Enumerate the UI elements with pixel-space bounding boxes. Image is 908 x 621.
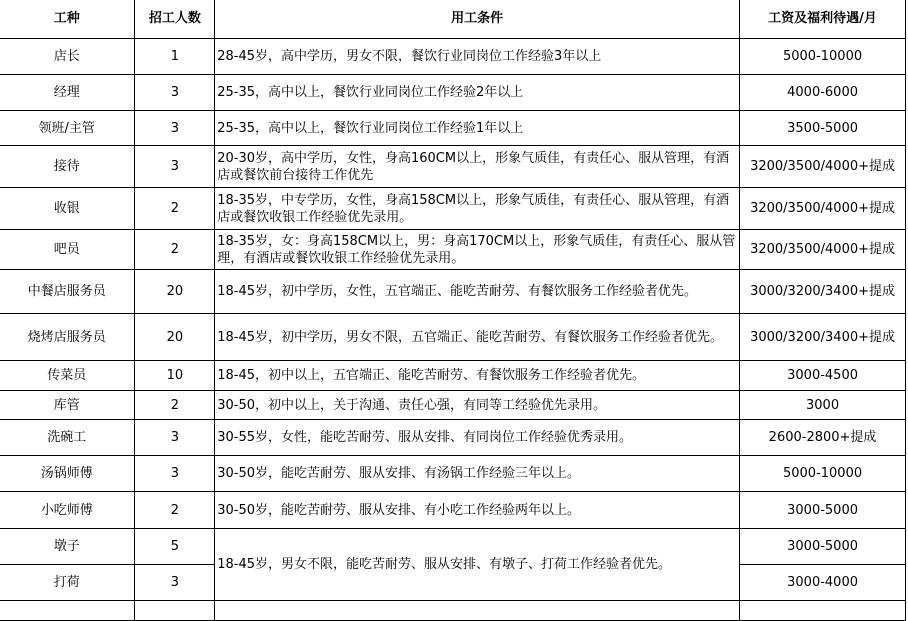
header-conditions: 用工条件 xyxy=(215,0,740,39)
header-job: 工种 xyxy=(0,0,135,39)
count-cell: 5 xyxy=(135,529,215,565)
table-row xyxy=(0,75,906,111)
count-cell: 10 xyxy=(135,361,215,391)
salary-cell: 3000-4000 xyxy=(740,565,906,601)
job-cell: 吧员 xyxy=(0,230,135,270)
merged-conditions-cell xyxy=(215,529,740,601)
job-cell: 烧烤店服务员 xyxy=(0,314,135,361)
count-cell: 3 xyxy=(135,111,215,146)
salary-cell: 3000/3200/3400+提成 xyxy=(740,270,906,314)
count-cell: 2 xyxy=(135,188,215,230)
conditions-text: 18-45岁，男女不限，能吃苦耐劳、服从安排、有墩子、打荷工作经验者优先。 xyxy=(217,557,671,572)
table-row xyxy=(0,270,906,314)
job-cell: 汤锅师傅 xyxy=(0,456,135,492)
conditions-text: 20-30岁，高中学历，女性，身高160CM以上，形象气质佳，有责任心、服从管理，有酒店或餐饮前台接待工作优先 xyxy=(217,150,730,183)
salary-cell: 5000-10000 xyxy=(740,39,906,75)
conditions-cell xyxy=(215,111,740,146)
empty-cell xyxy=(740,601,906,621)
table-row xyxy=(0,111,906,146)
count-cell: 3 xyxy=(135,75,215,111)
conditions-text: 18-45岁，初中学历，男女不限，五官端正、能吃苦耐劳、有餐饮服务工作经验者优先。 xyxy=(217,329,723,345)
conditions-text: 18-35岁，女：身高158CM以上，男：身高170CM以上，形象气质佳，有责任心、服从管理，有酒店或餐饮收银工作经验优先录用。 xyxy=(217,233,736,266)
conditions-cell xyxy=(215,230,740,270)
job-cell: 墩子 xyxy=(0,529,135,565)
table-row xyxy=(0,492,906,529)
count-cell: 2 xyxy=(135,230,215,270)
salary-cell: 2600-2800+提成 xyxy=(740,420,906,456)
conditions-cell xyxy=(215,391,740,420)
header-count: 招工人数 xyxy=(135,0,215,39)
conditions-text: 30-55岁，女性，能吃苦耐劳、服从安排、有同岗位工作经验优秀录用。 xyxy=(217,430,632,445)
count-cell: 2 xyxy=(135,391,215,420)
count-cell: 3 xyxy=(135,146,215,188)
job-cell: 接待 xyxy=(0,146,135,188)
salary-cell: 3000-5000 xyxy=(740,492,906,529)
header-salary: 工资及福利待遇/月 xyxy=(740,0,906,39)
conditions-text: 18-45，初中以上，五官端正、能吃苦耐劳、有餐饮服务工作经验者优先。 xyxy=(217,368,645,383)
empty-cell xyxy=(0,601,135,621)
job-cell: 打荷 xyxy=(0,565,135,601)
conditions-cell xyxy=(215,314,740,361)
conditions-text: 18-35岁，中专学历，女性，身高158CM以上，形象气质佳，有责任心、服从管理，有酒店或餐饮收银工作经验优先录用。 xyxy=(217,192,730,225)
conditions-cell xyxy=(215,456,740,492)
job-cell: 传菜员 xyxy=(0,361,135,391)
conditions-text: 30-50，初中以上，关于沟通、责任心强，有同等工经验优先录用。 xyxy=(217,397,606,413)
conditions-cell xyxy=(215,39,740,75)
salary-cell: 3000-5000 xyxy=(740,529,906,565)
count-cell: 20 xyxy=(135,314,215,361)
job-cell: 领班/主管 xyxy=(0,111,135,146)
table-row xyxy=(0,39,906,75)
count-cell: 3 xyxy=(135,456,215,492)
salary-cell: 3500-5000 xyxy=(740,111,906,146)
count-cell: 3 xyxy=(135,420,215,456)
job-cell: 库管 xyxy=(0,391,135,420)
conditions-cell xyxy=(215,146,740,188)
table-row xyxy=(0,230,906,270)
job-cell: 洗碗工 xyxy=(0,420,135,456)
salary-cell: 5000-10000 xyxy=(740,456,906,492)
table-row xyxy=(0,456,906,492)
count-cell: 3 xyxy=(135,565,215,601)
empty-cell xyxy=(135,601,215,621)
table-row xyxy=(0,361,906,391)
count-cell: 1 xyxy=(135,39,215,75)
empty-cell xyxy=(215,601,740,621)
salary-cell: 3200/3500/4000+提成 xyxy=(740,230,906,270)
truncated-row xyxy=(0,601,906,621)
conditions-text: 28-45岁，高中学历，男女不限，餐饮行业同岗位工作经验3年以上 xyxy=(217,49,602,64)
conditions-cell xyxy=(215,188,740,230)
salary-cell: 3000 xyxy=(740,391,906,420)
table-row xyxy=(0,391,906,420)
conditions-text: 30-50岁，能吃苦耐劳、服从安排、有小吃工作经验两年以上。 xyxy=(217,502,580,518)
conditions-text: 25-35，高中以上，餐饮行业同岗位工作经验2年以上 xyxy=(217,85,524,100)
table-row xyxy=(0,529,906,565)
conditions-text: 18-45岁，初中学历，女性，五官端正、能吃苦耐劳、有餐饮服务工作经验者优先。 xyxy=(217,284,697,299)
table-row xyxy=(0,146,906,188)
count-cell: 2 xyxy=(135,492,215,529)
salary-cell: 3200/3500/4000+提成 xyxy=(740,146,906,188)
count-cell: 20 xyxy=(135,270,215,314)
conditions-text: 30-50岁，能吃苦耐劳、服从安排、有汤锅工作经验三年以上。 xyxy=(217,466,580,481)
table-row xyxy=(0,420,906,456)
salary-cell: 3200/3500/4000+提成 xyxy=(740,188,906,230)
table-row xyxy=(0,188,906,230)
conditions-cell xyxy=(215,361,740,391)
job-cell: 小吃师傅 xyxy=(0,492,135,529)
header-row xyxy=(0,0,906,39)
salary-cell: 3000/3200/3400+提成 xyxy=(740,314,906,361)
conditions-cell xyxy=(215,492,740,529)
job-cell: 店长 xyxy=(0,39,135,75)
conditions-cell xyxy=(215,420,740,456)
job-cell: 收银 xyxy=(0,188,135,230)
conditions-cell xyxy=(215,75,740,111)
table-row xyxy=(0,314,906,361)
conditions-cell xyxy=(215,270,740,314)
salary-cell: 3000-4500 xyxy=(740,361,906,391)
job-cell: 经理 xyxy=(0,75,135,111)
salary-cell: 4000-6000 xyxy=(740,75,906,111)
conditions-text: 25-35，高中以上，餐饮行业同岗位工作经验1年以上 xyxy=(217,120,524,136)
job-cell: 中餐店服务员 xyxy=(0,270,135,314)
